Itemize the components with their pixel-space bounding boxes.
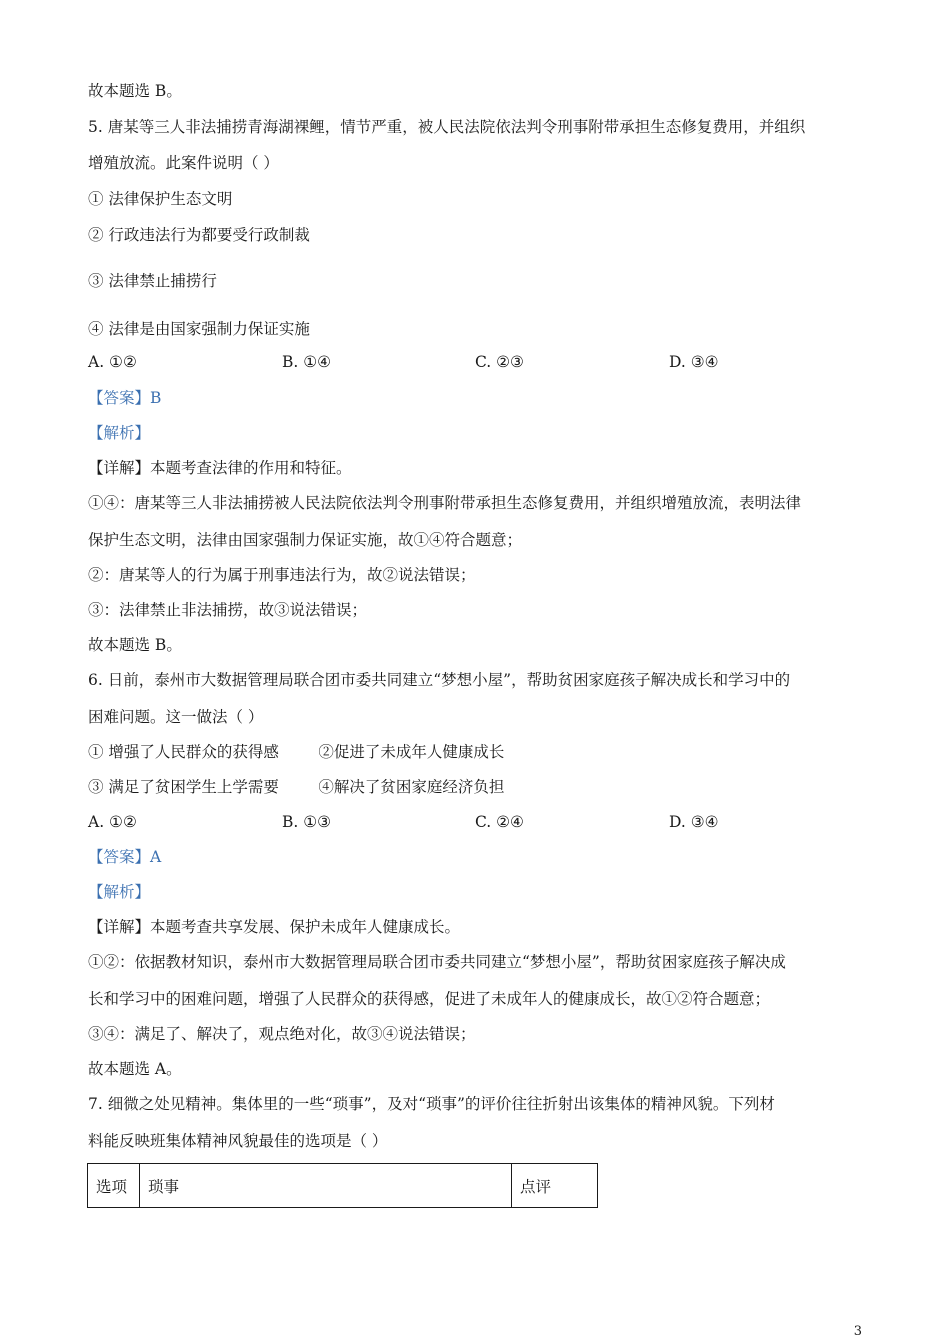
q5-statement-4: ④ 法律是由国家强制力保证实施 xyxy=(88,320,310,338)
q6-detail-4: ③④：满足了、解决了，观点绝对化，故③④说法错误； xyxy=(88,1025,476,1043)
question-6-stem-cont: 困难问题。这一做法（ ） xyxy=(88,708,264,726)
q5-statement-1: ① 法律保护生态文明 xyxy=(88,190,233,208)
q6-detail-2: ①②：依据教材知识，泰州市大数据管理局联合团市委共同建立“梦想小屋”，帮助贫困家庭孩子解决成 xyxy=(88,953,786,971)
q5-option-d: D. ③④ xyxy=(669,353,719,371)
table-header-row xyxy=(88,1164,598,1208)
table-header-comment: 点评 xyxy=(512,1164,598,1208)
q6-option-c: C. ②④ xyxy=(475,813,524,831)
q5-option-b: B. ①④ xyxy=(282,353,332,371)
conclusion-text: 故本题选 B。 xyxy=(88,82,182,100)
question-5-stem: 5. 唐某等三人非法捕捞青海湖裸鲤，情节严重，被人民法院依法判令刑事附带承担生态修复费用，并组织 xyxy=(88,118,806,136)
question-5-stem-cont: 增殖放流。此案件说明（ ） xyxy=(88,154,279,172)
q6-detail-3: 长和学习中的困难问题，增强了人民群众的获得感，促进了未成年人的健康成长，故①②符合题意； xyxy=(88,990,771,1008)
q7-table xyxy=(87,1163,598,1208)
q5-detail-4: ②：唐某等人的行为属于刑事违法行为，故②说法错误； xyxy=(88,566,476,584)
page-number: 3 xyxy=(853,1324,862,1339)
q5-detail-2: ①④：唐某等三人非法捕捞被人民法院依法判令刑事附带承担生态修复费用，并组织增殖放流，表明法律 xyxy=(88,494,802,512)
q6-statements-1: ① 增强了人民群众的获得感 ②促进了未成年人健康成长 xyxy=(88,743,505,761)
question-6-stem: 6. 日前，泰州市大数据管理局联合团市委共同建立“梦想小屋”，帮助贫困家庭孩子解决成长和学习中的 xyxy=(88,671,791,689)
q5-detail-3: 保护生态文明，法律由国家强制力保证实施，故①④符合题意； xyxy=(88,531,523,549)
q5-statement-3: ③ 法律禁止捕捞行 xyxy=(88,272,217,290)
q6-analysis-label: 【解析】 xyxy=(88,883,151,901)
table-header-option: 选项 xyxy=(88,1164,140,1208)
question-7-stem-cont: 料能反映班集体精神风貌最佳的选项是（ ） xyxy=(88,1132,388,1150)
q6-statements-2: ③ 满足了贫困学生上学需要 ④解决了贫困家庭经济负担 xyxy=(88,778,505,796)
q5-analysis-label: 【解析】 xyxy=(88,424,151,442)
q6-option-a: A. ①② xyxy=(88,813,137,831)
q5-answer: 【答案】B xyxy=(88,389,162,407)
table-header-matter: 琐事 xyxy=(140,1164,512,1208)
q6-option-b: B. ①③ xyxy=(282,813,332,831)
q5-option-c: C. ②③ xyxy=(475,353,524,371)
question-7-stem: 7. 细微之处见精神。集体里的一些“琐事”，及对“琐事”的评价往往折射出该集体的精神风貌。下列材 xyxy=(88,1095,775,1113)
q6-option-d: D. ③④ xyxy=(669,813,719,831)
q5-conclusion: 故本题选 B。 xyxy=(88,636,182,654)
q6-detail-1: 【详解】本题考查共享发展、保护未成年人健康成长。 xyxy=(88,918,461,936)
q5-detail-5: ③：法律禁止非法捕捞，故③说法错误； xyxy=(88,601,368,619)
q5-statement-2: ② 行政违法行为都要受行政制裁 xyxy=(88,226,310,244)
q6-conclusion: 故本题选 A。 xyxy=(88,1060,182,1078)
q6-answer: 【答案】A xyxy=(88,848,162,866)
q5-detail-1: 【详解】本题考查法律的作用和特征。 xyxy=(88,459,352,477)
q5-option-a: A. ①② xyxy=(88,353,137,371)
